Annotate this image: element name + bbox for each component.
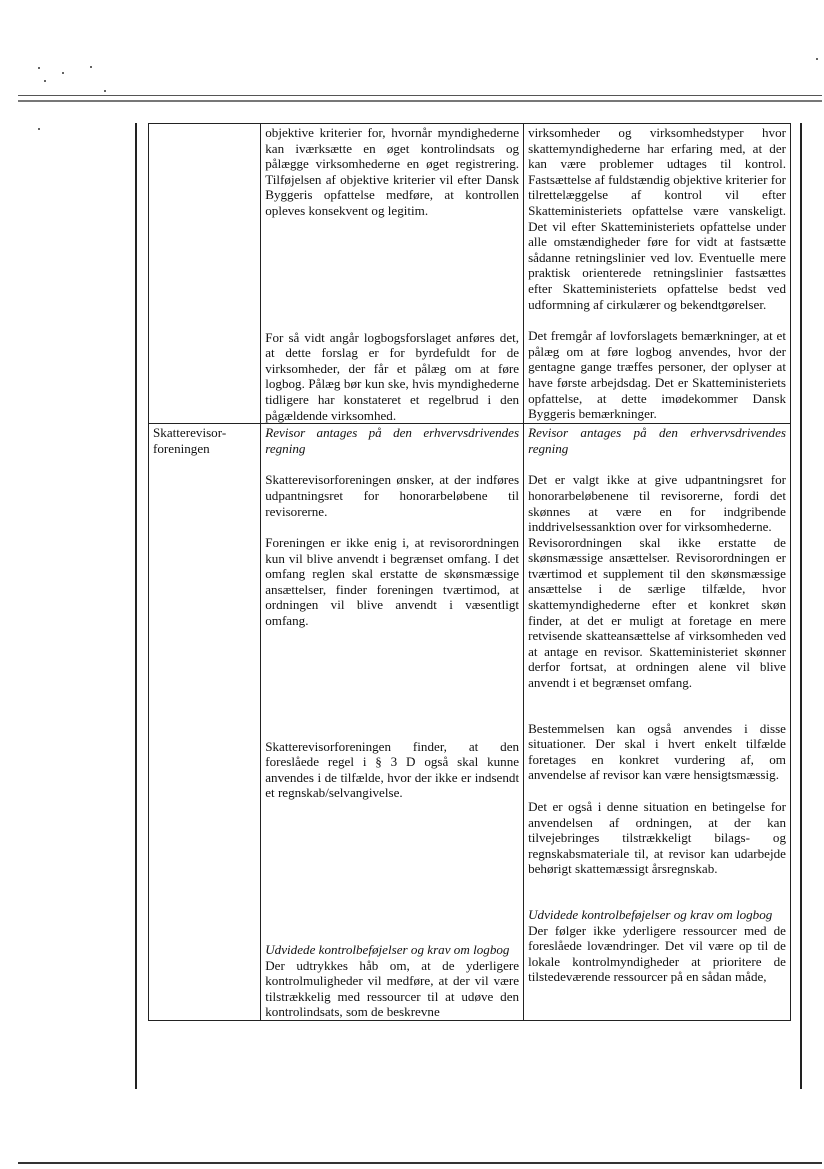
top-rule [18,95,822,102]
comment-paragraph: Skatterevisorforeningen ønsker, at der indføres udpantningsret for honorarbeløbene til revisorerne. [265,472,520,519]
response-paragraph: Det er valgt ikke at give udpantningsret for honorarbeløbenene til revisorerne, fordi det skønnes at være en for indgribende inddrivelsessanktion over for virksomhederne. [528,472,786,535]
org-cell [149,124,261,424]
response-paragraph: Revisorordningen skal ikke erstatte de skønsmæssige ansættelser. Revisorordningen er tværtimod et supplement til den skønsmæssige ansættelse i de særlige tilfælde, hvor skattemyndighederne efter et konkret skøn finder, at det er muligt at foretage en mere retvisende skatteansættelse af virksomheden ved at antage en revisor. Skatteministeriet skønner derfor fortsat, at ordningen alene vil blive anvendt i et begrænset omfang. [528,534,786,691]
page-frame-left [135,123,137,1089]
page-frame-right [800,123,802,1089]
response-paragraph: Bestemmelsen kan også anvendes i disse situationer. Der skal i hvert enkelt tilfælde foretages en konkret vurdering af, om anvendelse af revisor kan være hensigtsmæssig. [528,720,786,783]
comment-paragraph: Der udtrykkes håb om, at de yderligere kontrolmuligheder vil medføre, at der vil være tilstrækkelig med ressourcer til at udøve den kontrolindsats, som de beskrevne [265,957,520,1020]
comment-cell [261,124,524,424]
org-name: Skatterevisor-foreningen [153,425,227,456]
response-paragraph: Der følger ikke yderligere ressourcer med de foreslåede lovændringer. Det vil være op til de lokale kontrolmyndigheder at prioritere de tilstedeværende ressourcer på en sådan måde, [528,922,786,985]
response-paragraph: Det fremgår af lovforslagets bemærkninger, at et pålæg om at føre logbog anvendes, hvor der gentagne gange træffes personer, der oplyser at have første arbejdsdag. Det er Skatteministeriets opfattelse, at dette imødekommer Dansk Byggeris bemærkninger. [528,328,786,422]
section-heading: Revisor antages på den erhvervsdrivendes regning [528,425,786,456]
section-heading: Udvidede kontrolbeføjelser og krav om logbog [528,906,773,922]
response-paragraph: virksomheder og virksomhedstyper hvor skattemyndighederne har erfaring med, at der kan være problemer udtages til kontrol. Fastsættelse af fuldstændig objektive kriterier for tilrettelæggelse af kontrol vil efter Skatteministeriets opfattelse være vanskeligt. Det vil efter Skatteministeriets opfattelse under alle omstændigheder føre for vidt at fastsætte sådanne retningslinier ved lov. Eventuelle mere praktisk orienterede retningslinier fastsættes efter Skatteministeriets opfattelse bedst ved udformning af cirkulærer og bekendtgørelser. [528,125,786,312]
response-paragraph: Det er også i denne situation en betingelse for anvendelsen af ordningen, at der kan tilvejebringes tilstrækkeligt bilags- og regnskabsmateriale til, at revisor kan udarbejde behørigt skattemæssigt årsregnskab. [528,799,786,877]
comment-paragraph: For så vidt angår logbogsforslaget anføres det, at dette forslag er for byrdefuldt for de virksomheder, der får et pålæg om at føre logbog. Pålæg bør kun ske, hvis myndighederne tidligere har konstateret et regelbrud i den pågældende virksomhed. [265,329,520,423]
response-cell [524,424,791,1021]
table-row [149,124,791,424]
comment-paragraph: Foreningen er ikke enig i, at revisorordningen kun vil blive anvendt i begrænset omfang. I det omfang reglen skal erstatte de skønsmæssige ansættelser, finder foreningen tværtimod, at ordningen vil blive anvendt i væsentligt omfang. [265,535,520,629]
comment-paragraph: Skatterevisorforeningen finder, at den foreslåede regel i § 3 D også skal kunne anvendes i de tilfælde, hvor der ikke er indsendt et regnskab/selvangivelse. [265,738,520,801]
hearing-response-table [148,123,791,1021]
comment-paragraph: objektive kriterier for, hvornår myndighederne kan iværksætte en øget kontrolindsats og pålægge virksomhederne en øget registrering. Tilføjelsen af objektive kriterier vil efter Dansk Byggeris opfattelse medføre, at kontrollen opleves konsekvent og legitim. [265,125,520,218]
section-heading: Revisor antages på den erhvervsdrivendes regning [265,425,520,456]
comment-cell [261,424,524,1021]
org-cell [149,424,261,1021]
bottom-rule [18,1162,822,1164]
response-cell [524,124,791,424]
table-row [149,424,791,1021]
section-heading: Udvidede kontrolbeføjelser og krav om logbog [265,942,510,958]
